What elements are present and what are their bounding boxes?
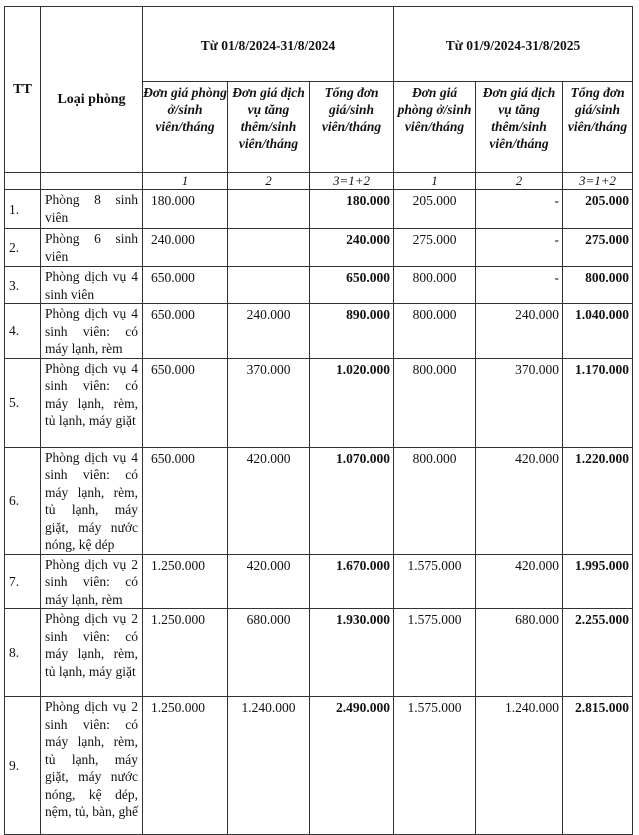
row-tt: 1. [5,190,41,229]
header-column-numbers-row [5,173,633,190]
colnum-empty-tt [5,173,41,190]
row-p2-service-price: 680.000 [476,609,563,697]
row-p1-total-price: 1.670.000 [310,554,394,609]
row-p2-service-price: - [476,190,563,229]
header-p2-total-price: Tổng đơn giá/sinh viên/tháng [563,82,633,173]
row-room-type: Phòng 6 sinh viên [41,229,143,267]
row-room-type: Phòng 8 sinh viên [41,190,143,229]
row-p1-total-price: 2.490.000 [310,697,394,835]
row-p1-room-price: 240.000 [143,229,228,267]
row-p2-total-price: 205.000 [563,190,633,229]
colnum-p1-1: 1 [143,173,228,190]
row-p2-total-price: 1.170.000 [563,358,633,447]
table-row [5,697,633,835]
colnum-empty-type [41,173,143,190]
row-tt: 5. [5,358,41,447]
row-p1-service-price [228,229,310,267]
row-p2-total-price: 2.815.000 [563,697,633,835]
colnum-p2-2: 2 [476,173,563,190]
row-room-type: Phòng dịch vụ 2 sinh viên: có máy lạnh, rèm, tủ lạnh, máy giặt [41,609,143,697]
row-room-type: Phòng dịch vụ 2 sinh viên: có máy lạnh, rèm, tủ lạnh, máy giặt, máy nước nóng, kệ dép, nệm, tủ, bàn, ghế [41,697,143,835]
row-p2-service-price: 420.000 [476,554,563,609]
row-p1-total-price: 1.070.000 [310,447,394,554]
row-p2-room-price: 1.575.000 [394,554,476,609]
table-row [5,229,633,267]
row-p1-room-price: 1.250.000 [143,609,228,697]
row-p1-service-price [228,267,310,304]
row-room-type: Phòng dịch vụ 2 sinh viên: có máy lạnh, rèm [41,554,143,609]
table-row [5,609,633,697]
row-p2-room-price: 800.000 [394,447,476,554]
row-p1-service-price [228,190,310,229]
row-p2-total-price: 800.000 [563,267,633,304]
row-p2-room-price: 800.000 [394,304,476,359]
row-p2-service-price: 240.000 [476,304,563,359]
row-room-type: Phòng dịch vụ 4 sinh viên: có máy lạnh, rèm, tủ lạnh, máy giặt, máy nước nóng, kệ dép [41,447,143,554]
row-p1-service-price: 240.000 [228,304,310,359]
header-p1-total-price: Tổng đơn giá/sinh viên/tháng [310,82,394,173]
row-p2-total-price: 1.995.000 [563,554,633,609]
colnum-p2-3: 3=1+2 [563,173,633,190]
table-row [5,190,633,229]
row-room-type: Phòng dịch vụ 4 sinh viên [41,267,143,304]
table-row [5,554,633,609]
header-p1-service-price: Đơn giá dịch vụ tăng thêm/sinh viên/tháng [228,82,310,173]
header-p2-room-price: Đơn giá phòng ở/sinh viên/tháng [394,82,476,173]
row-p2-service-price: - [476,229,563,267]
colnum-p1-2: 2 [228,173,310,190]
row-room-type: Phòng dịch vụ 4 sinh viên: có máy lạnh, rèm [41,304,143,359]
row-p1-total-price: 1.020.000 [310,358,394,447]
row-p1-room-price: 650.000 [143,304,228,359]
header-tt: TT [5,7,41,173]
row-p1-total-price: 890.000 [310,304,394,359]
row-p1-room-price: 650.000 [143,358,228,447]
row-p2-room-price: 800.000 [394,358,476,447]
row-tt: 9. [5,697,41,835]
fee-table [4,6,633,835]
row-p1-service-price: 370.000 [228,358,310,447]
table-row [5,267,633,304]
row-p2-room-price: 1.575.000 [394,609,476,697]
row-tt: 7. [5,554,41,609]
row-tt: 2. [5,229,41,267]
row-p2-service-price: - [476,267,563,304]
row-tt: 4. [5,304,41,359]
row-p1-room-price: 650.000 [143,447,228,554]
row-p1-service-price: 1.240.000 [228,697,310,835]
header-period-row [5,7,633,82]
row-p2-total-price: 2.255.000 [563,609,633,697]
row-p2-room-price: 205.000 [394,190,476,229]
row-p2-room-price: 800.000 [394,267,476,304]
row-tt: 3. [5,267,41,304]
row-p2-room-price: 1.575.000 [394,697,476,835]
row-p1-room-price: 1.250.000 [143,554,228,609]
header-p2-service-price: Đơn giá dịch vụ tăng thêm/sinh viên/tháng [476,82,563,173]
row-p2-total-price: 1.040.000 [563,304,633,359]
table-row [5,304,633,359]
header-room-type: Loại phòng [41,7,143,173]
row-p1-service-price: 420.000 [228,554,310,609]
row-p2-total-price: 275.000 [563,229,633,267]
row-p1-room-price: 180.000 [143,190,228,229]
row-p1-total-price: 240.000 [310,229,394,267]
header-period-2: Từ 01/9/2024-31/8/2025 [394,7,633,82]
row-p2-room-price: 275.000 [394,229,476,267]
row-tt: 6. [5,447,41,554]
header-period-1: Từ 01/8/2024-31/8/2024 [143,7,394,82]
row-p1-total-price: 650.000 [310,267,394,304]
row-p1-service-price: 420.000 [228,447,310,554]
table-row [5,358,633,447]
row-room-type: Phòng dịch vụ 4 sinh viên: có máy lạnh, rèm, tủ lạnh, máy giặt [41,358,143,447]
row-p2-total-price: 1.220.000 [563,447,633,554]
header-p1-room-price: Đơn giá phòng ở/sinh viên/tháng [143,82,228,173]
colnum-p2-1: 1 [394,173,476,190]
row-p2-service-price: 370.000 [476,358,563,447]
row-p1-total-price: 1.930.000 [310,609,394,697]
row-p1-total-price: 180.000 [310,190,394,229]
colnum-p1-3: 3=1+2 [310,173,394,190]
row-p1-room-price: 1.250.000 [143,697,228,835]
row-p1-service-price: 680.000 [228,609,310,697]
table-row [5,447,633,554]
row-p2-service-price: 420.000 [476,447,563,554]
row-tt: 8. [5,609,41,697]
row-p2-service-price: 1.240.000 [476,697,563,835]
row-p1-room-price: 650.000 [143,267,228,304]
